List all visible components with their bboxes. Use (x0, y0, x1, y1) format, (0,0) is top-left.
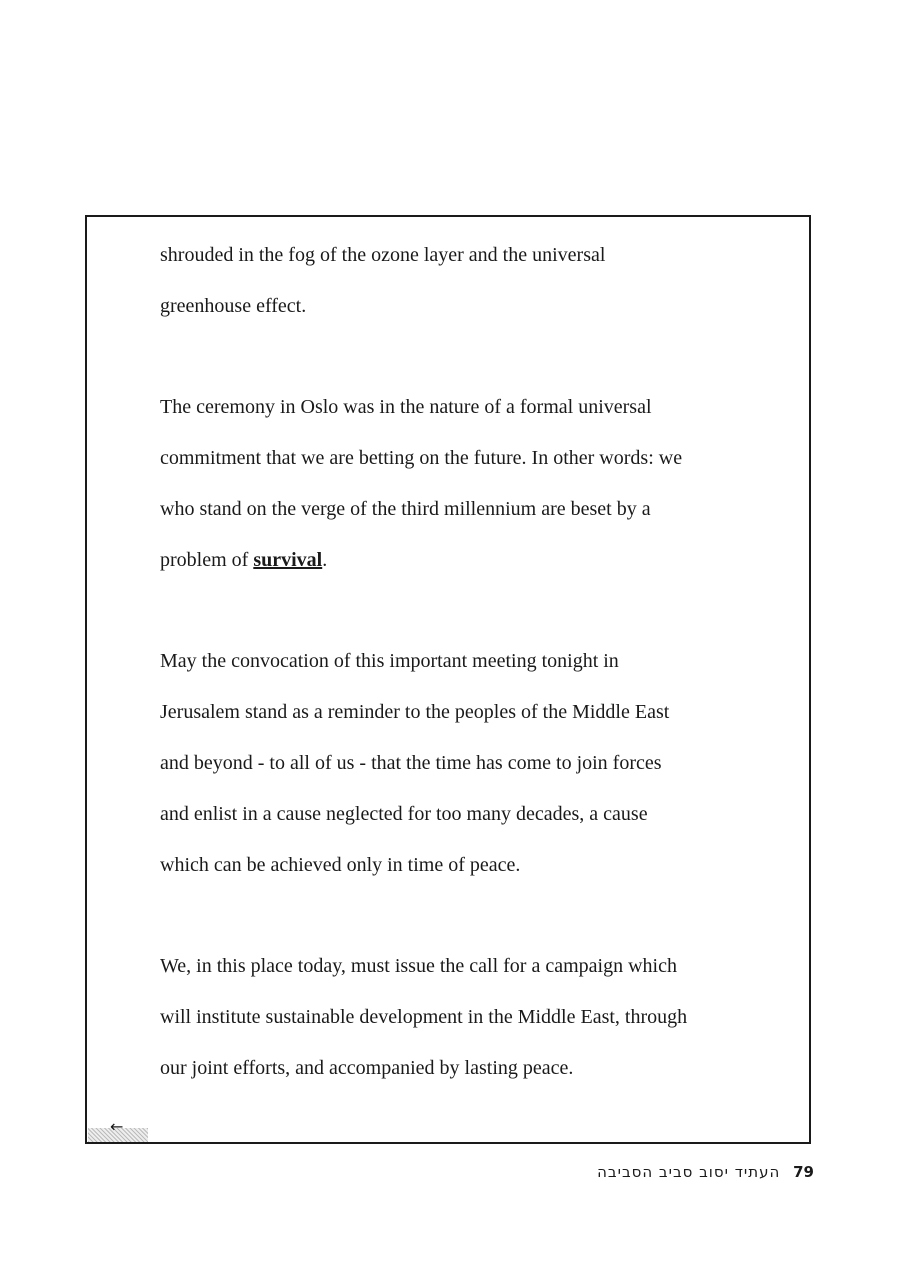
line: The ceremony in Oslo was in the nature of a formal universal (160, 396, 652, 418)
paragraph-2 (160, 382, 738, 586)
paragraph-4 (160, 941, 738, 1094)
line: Jerusalem stand as a reminder to the peoples of the Middle East (160, 701, 670, 723)
running-head: העתיד יסוב סביב הסביבה (597, 1163, 781, 1181)
line: and enlist in a cause neglected for too many decades, a cause (160, 803, 648, 825)
line: and beyond - to all of us - that the time has come to join forces (160, 752, 662, 774)
line: who stand on the verge of the third millennium are beset by a (160, 498, 651, 520)
line: May the convocation of this important meeting tonight in (160, 650, 619, 672)
page-footer (597, 1163, 814, 1181)
paragraph-1 (160, 230, 738, 332)
line: our joint efforts, and accompanied by lasting peace. (160, 1057, 574, 1079)
line: greenhouse effect. (160, 295, 307, 317)
page-number: 79 (793, 1163, 814, 1181)
emphasized-word: survival (253, 549, 323, 571)
line-text: . (322, 549, 328, 571)
arrow-left-icon: ← (110, 1117, 124, 1136)
line: commitment that we are betting on the future. In other words: we (160, 447, 683, 469)
line-with-emphasis (160, 535, 738, 586)
paragraph-3 (160, 636, 738, 891)
line: will institute sustainable development in the Middle East, through (160, 1006, 688, 1028)
line: which can be achieved only in time of peace. (160, 854, 521, 876)
line: shrouded in the fog of the ozone layer and the universal (160, 244, 606, 266)
body-text (160, 230, 738, 1094)
line: We, in this place today, must issue the call for a campaign which (160, 955, 677, 977)
line-text: problem of (160, 549, 254, 571)
